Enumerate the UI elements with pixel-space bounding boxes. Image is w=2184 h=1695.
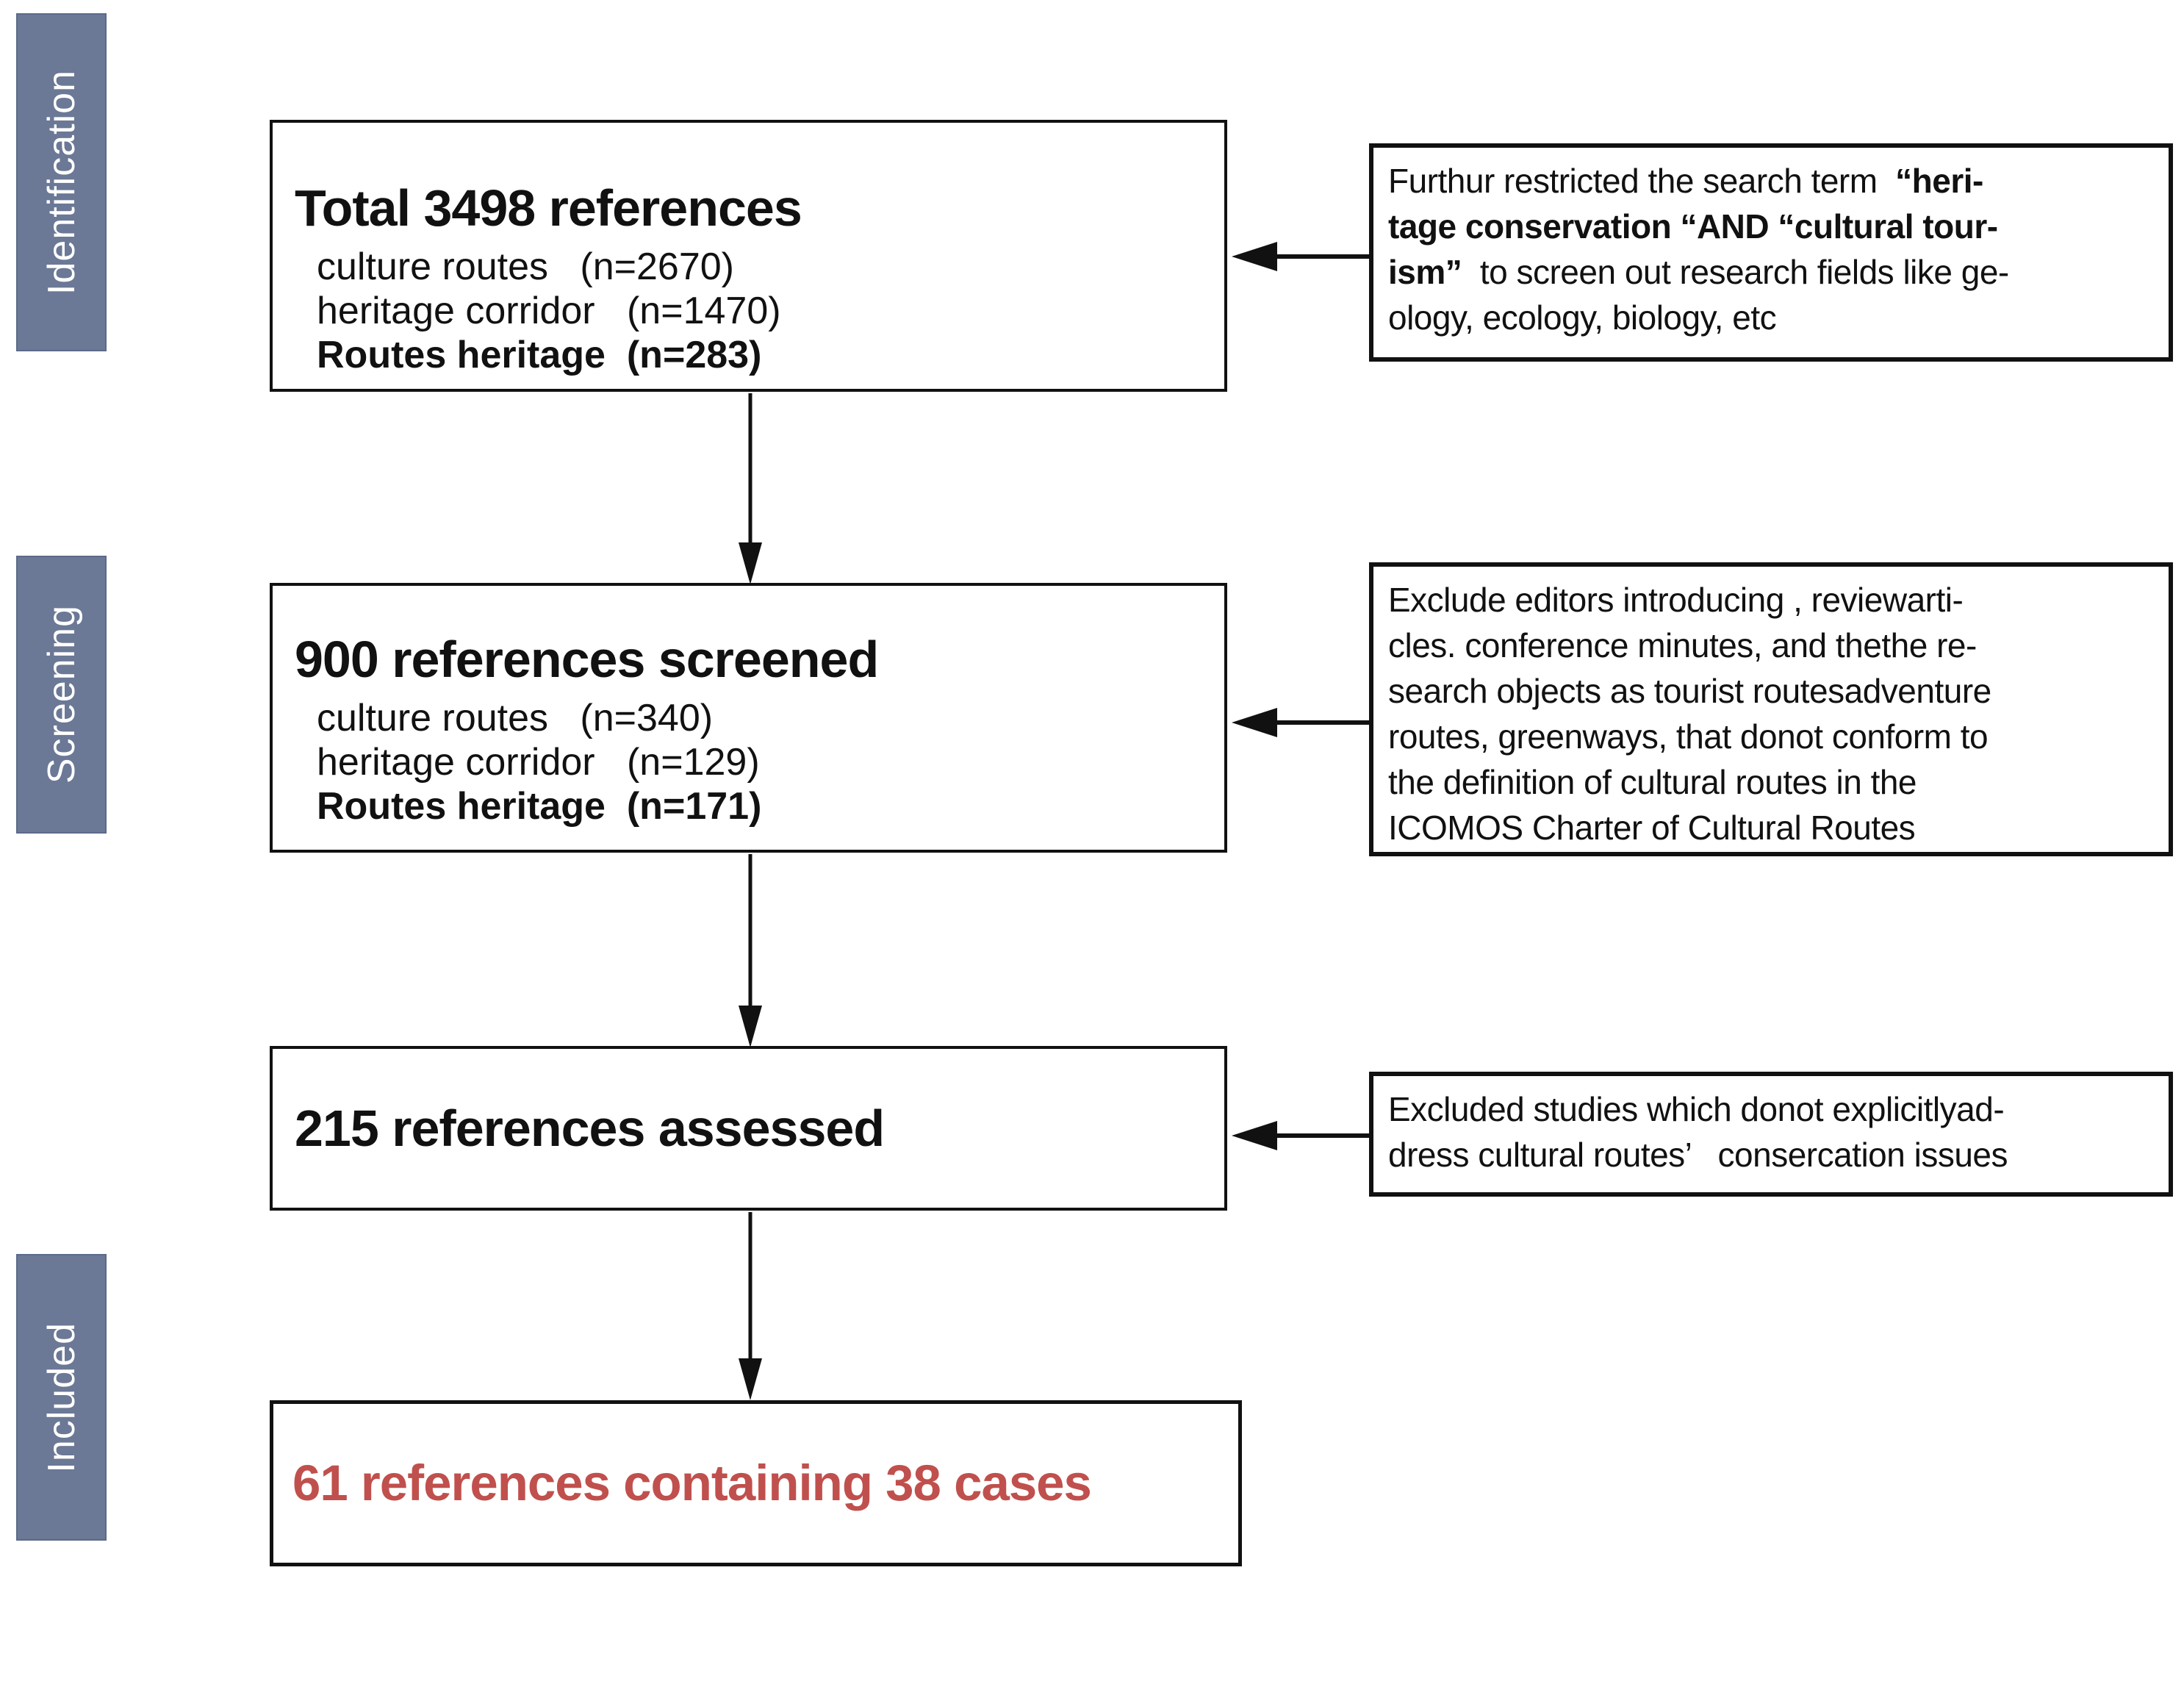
down-arrow-2 <box>739 854 762 1047</box>
stage-bar-screening <box>16 556 107 834</box>
left-arrow-1 <box>1232 242 1369 271</box>
exclusion-note-assessment-criteria <box>1369 1072 2173 1197</box>
exclusion-note-screening-criteria <box>1369 562 2173 856</box>
left-arrow-3 <box>1232 1121 1369 1150</box>
flow-box-references-assessed <box>270 1046 1227 1211</box>
flow-box-total-references <box>270 120 1227 392</box>
note-text: Furthur restricted the search term “heri- tage conservation “AND “cultural tour- ism” to screen out research fields like ge- ology, ecology, biology, etc <box>1388 162 2009 337</box>
flow-box-title-highlighted: 61 references containing 38 cases <box>292 1455 1091 1511</box>
down-arrow-3 <box>739 1212 762 1400</box>
stage-label-screening: Screening <box>40 605 83 784</box>
flow-box-title: 215 references assessed <box>295 1100 885 1157</box>
flow-box-detail-lines: culture routes (n=340) heritage corridor (n=129) Routes heritage (n=171) <box>317 697 762 828</box>
flow-box-included-references <box>270 1400 1242 1566</box>
left-arrow-2 <box>1232 708 1369 737</box>
note-text: Excluded studies which donot explicitlyad- dress cultural routes’ consercation issues <box>1388 1090 2008 1174</box>
flow-box-title: Total 3498 references <box>295 179 802 237</box>
flow-box-detail-lines: culture routes (n=2670) heritage corridor (n=1470) Routes heritage (n=283) <box>317 246 781 376</box>
stage-label-identification: Identification <box>40 70 83 295</box>
stage-bar-included <box>16 1254 107 1541</box>
exclusion-note-search-restriction <box>1369 143 2173 362</box>
stage-label-included: Included <box>40 1322 83 1473</box>
flow-box-title: 900 references screened <box>295 631 879 688</box>
down-arrow-1 <box>739 393 762 584</box>
stage-bar-identification <box>16 13 107 351</box>
flow-box-references-screened <box>270 583 1227 853</box>
note-text: Exclude editors introducing , reviewarti- cles. conference minutes, and thethe re- search objects as tourist routesadventure routes, greenways, that donot conform to the definition of cultural routes in the ICOMOS Charter of Cultural Routes <box>1388 581 1991 847</box>
